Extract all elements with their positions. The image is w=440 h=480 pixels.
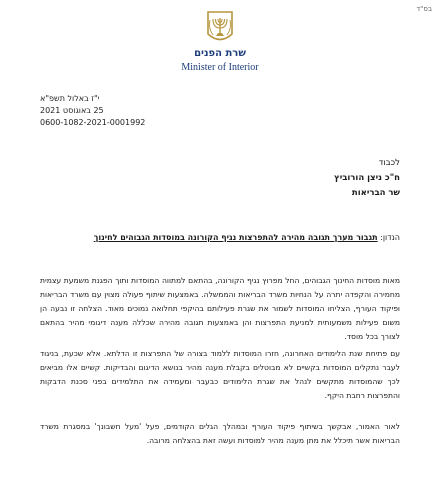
body-paragraph-1: מאות מוסדות החינוך הגבוהים, החל מפרוץ נגיף הקורונה, בהתאם למתווה המוסדות ותוך הפגנת משמעת עצמית מחמירה והקפדה יתרה על הנחיות משרד הבריאות והממשלה. באמצעות שיתוף פעולה מצוין עם משרד הבריאות ופיקוד העורף, הצליחו המוסדות לשמור את שגרת פעילותם בהיקפי תחלואה נמוכים מאוד. הצלחה זו נבעה הן משום פעילות משמעותית למניעת התפרצות והן באמצעות תגובה מהירה שכללה מענה דיגומי מהיר בהתאם לצורך בכל מוסד.: [40, 276, 400, 341]
ministry-name-hebrew: שרת הפנים: [194, 48, 246, 59]
body-paragraph-2: עם פתיחת שנת הלימודים האחרונה, חזרו המוסדות ללמוד בצורה של התפרצות זו הדלתא. אלא שכעת, בניגוד לעבר נתקלים המוסדות בקשיים לא מבוטלים בקבלת מענה מהיר בנושא הדיגום והבדיקות. קשיים אלו מביאים לכך שהמוסדות מתקשים לנהל את שגרת הלימודים כבעבר ומעמידה את התלמידים בפני סכנת הדבקות והתפרצות רחבת היקף.: [40, 349, 400, 400]
recipient-title: שר הבריאות: [351, 188, 400, 198]
gregorian-date: 25 באוגוסט 2021: [40, 106, 104, 115]
subject-line: [40, 233, 400, 242]
state-emblem-icon: [205, 8, 235, 46]
reference-number: 0600-1082-2021-0001992: [40, 118, 146, 127]
bsd-mark: בס"ד: [416, 5, 432, 13]
recipient-name: ח"כ ניצן הורוביץ: [334, 173, 400, 183]
recipient-block: [220, 156, 400, 201]
recipient-greeting: לכבוד: [378, 158, 400, 168]
subject-text: תגבור מערך תגובה מהירה להתפרצות נגיף הקורונה במוסדות הגבוהים לחינוך: [93, 233, 378, 242]
letter-meta: [40, 93, 180, 129]
subject-prefix: הנדון:: [380, 233, 400, 242]
ministry-name-english: Minister of Interior: [181, 62, 259, 73]
hebrew-date: י"ז באלול תשפ"א: [40, 94, 100, 103]
body-paragraph-3: לאור האמור, אבקשך בשיתוף פיקוד העורף ובמהלך הגלים הקודמים, פעל 'מעל חשבונך' במסגרת משרד הבריאות אשר תיכלל את מתן מענה מהיר למוסדות ועשה זאת בהצלחה מרובה.: [40, 422, 400, 445]
